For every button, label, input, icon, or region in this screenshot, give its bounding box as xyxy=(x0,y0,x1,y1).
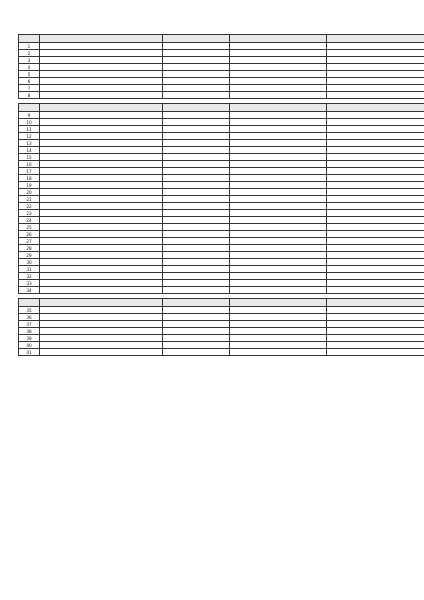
table-row xyxy=(19,78,424,85)
cell-title xyxy=(40,161,163,168)
cell-period xyxy=(230,140,327,147)
table-row xyxy=(19,50,424,57)
cell-title xyxy=(40,119,163,126)
cell-author xyxy=(163,349,230,356)
cell-period xyxy=(230,321,327,328)
cell-no: 31 xyxy=(19,266,40,273)
cell-period xyxy=(230,64,327,71)
table-row xyxy=(19,57,424,64)
cell-author xyxy=(163,266,230,273)
table-row xyxy=(19,43,424,50)
column-header-period xyxy=(230,35,327,43)
cell-title xyxy=(40,259,163,266)
cell-no: 17 xyxy=(19,168,40,175)
cell-title xyxy=(40,245,163,252)
cell-period xyxy=(230,238,327,245)
cell-owner xyxy=(327,328,424,335)
table-row xyxy=(19,328,424,335)
cell-period xyxy=(230,182,327,189)
table-row xyxy=(19,154,424,161)
table-row xyxy=(19,64,424,71)
table-row xyxy=(19,161,424,168)
cell-no: 37 xyxy=(19,321,40,328)
cell-author xyxy=(163,182,230,189)
cell-period xyxy=(230,189,327,196)
cell-title xyxy=(40,147,163,154)
cell-owner xyxy=(327,85,424,92)
cell-period xyxy=(230,335,327,342)
table-row xyxy=(19,224,424,231)
table-header-row xyxy=(19,104,424,112)
cell-author xyxy=(163,50,230,57)
cell-owner xyxy=(327,182,424,189)
table-row xyxy=(19,259,424,266)
cell-no: 19 xyxy=(19,182,40,189)
cell-author xyxy=(163,57,230,64)
cell-author xyxy=(163,238,230,245)
cell-owner xyxy=(327,252,424,259)
cell-no: 11 xyxy=(19,126,40,133)
table-row xyxy=(19,349,424,356)
table-header-row xyxy=(19,299,424,307)
table-row xyxy=(19,280,424,287)
cell-author xyxy=(163,168,230,175)
exhibit-table xyxy=(18,103,424,294)
cell-period xyxy=(230,217,327,224)
table-row xyxy=(19,92,424,99)
cell-owner xyxy=(327,154,424,161)
cell-no: 34 xyxy=(19,287,40,294)
column-header-owner xyxy=(327,299,424,307)
cell-no: 38 xyxy=(19,328,40,335)
cell-title xyxy=(40,210,163,217)
cell-no: 12 xyxy=(19,133,40,140)
cell-title xyxy=(40,182,163,189)
cell-no: 30 xyxy=(19,259,40,266)
cell-period xyxy=(230,154,327,161)
table-row xyxy=(19,335,424,342)
column-header-no xyxy=(19,104,40,112)
cell-no: 28 xyxy=(19,245,40,252)
cell-period xyxy=(230,175,327,182)
table-header-row xyxy=(19,35,424,43)
cell-owner xyxy=(327,210,424,217)
cell-author xyxy=(163,321,230,328)
cell-period xyxy=(230,342,327,349)
column-header-no xyxy=(19,35,40,43)
cell-title xyxy=(40,64,163,71)
cell-owner xyxy=(327,245,424,252)
exhibit-table xyxy=(18,34,424,99)
cell-author xyxy=(163,252,230,259)
column-header-owner xyxy=(327,104,424,112)
table-row xyxy=(19,119,424,126)
cell-author xyxy=(163,71,230,78)
cell-owner xyxy=(327,231,424,238)
table-row xyxy=(19,175,424,182)
column-header-author xyxy=(163,35,230,43)
cell-owner xyxy=(327,140,424,147)
cell-owner xyxy=(327,349,424,356)
cell-no: 36 xyxy=(19,314,40,321)
cell-title xyxy=(40,321,163,328)
cell-title xyxy=(40,85,163,92)
cell-period xyxy=(230,126,327,133)
cell-title xyxy=(40,78,163,85)
cell-title xyxy=(40,287,163,294)
cell-title xyxy=(40,50,163,57)
cell-title xyxy=(40,238,163,245)
table-row xyxy=(19,133,424,140)
column-header-author xyxy=(163,299,230,307)
table-row xyxy=(19,71,424,78)
cell-author xyxy=(163,112,230,119)
cell-owner xyxy=(327,161,424,168)
table-row xyxy=(19,314,424,321)
cell-author xyxy=(163,189,230,196)
cell-title xyxy=(40,189,163,196)
cell-author xyxy=(163,140,230,147)
cell-author xyxy=(163,259,230,266)
cell-owner xyxy=(327,321,424,328)
table-row xyxy=(19,245,424,252)
cell-no: 29 xyxy=(19,252,40,259)
cell-title xyxy=(40,57,163,64)
cell-period xyxy=(230,78,327,85)
cell-owner xyxy=(327,119,424,126)
cell-no: 33 xyxy=(19,280,40,287)
cell-owner xyxy=(327,126,424,133)
table-row xyxy=(19,342,424,349)
cell-period xyxy=(230,252,327,259)
cell-owner xyxy=(327,189,424,196)
cell-author xyxy=(163,92,230,99)
cell-author xyxy=(163,126,230,133)
cell-owner xyxy=(327,287,424,294)
table-row xyxy=(19,85,424,92)
cell-title xyxy=(40,280,163,287)
cell-title xyxy=(40,92,163,99)
cell-no: 13 xyxy=(19,140,40,147)
cell-period xyxy=(230,210,327,217)
cell-period xyxy=(230,266,327,273)
table-row xyxy=(19,273,424,280)
cell-author xyxy=(163,328,230,335)
cell-title xyxy=(40,71,163,78)
cell-period xyxy=(230,112,327,119)
cell-period xyxy=(230,71,327,78)
cell-period xyxy=(230,57,327,64)
column-header-author xyxy=(163,104,230,112)
cell-title xyxy=(40,231,163,238)
cell-no: 25 xyxy=(19,224,40,231)
cell-no: 39 xyxy=(19,335,40,342)
cell-owner xyxy=(327,71,424,78)
column-header-title xyxy=(40,104,163,112)
cell-period xyxy=(230,92,327,99)
cell-author xyxy=(163,203,230,210)
column-header-title xyxy=(40,35,163,43)
column-header-period xyxy=(230,299,327,307)
cell-no: 40 xyxy=(19,342,40,349)
cell-no: 14 xyxy=(19,147,40,154)
table-row xyxy=(19,182,424,189)
cell-owner xyxy=(327,92,424,99)
table-row xyxy=(19,238,424,245)
cell-no: 10 xyxy=(19,119,40,126)
cell-period xyxy=(230,224,327,231)
cell-no: 3 xyxy=(19,57,40,64)
cell-owner xyxy=(327,64,424,71)
cell-author xyxy=(163,78,230,85)
cell-author xyxy=(163,307,230,314)
cell-period xyxy=(230,287,327,294)
cell-period xyxy=(230,203,327,210)
cell-no: 5 xyxy=(19,71,40,78)
cell-period xyxy=(230,133,327,140)
cell-no: 6 xyxy=(19,78,40,85)
cell-owner xyxy=(327,342,424,349)
cell-title xyxy=(40,328,163,335)
cell-no: 7 xyxy=(19,85,40,92)
table-row xyxy=(19,168,424,175)
cell-no: 26 xyxy=(19,231,40,238)
cell-author xyxy=(163,175,230,182)
table-row xyxy=(19,217,424,224)
table-row xyxy=(19,126,424,133)
cell-period xyxy=(230,50,327,57)
cell-no: 23 xyxy=(19,210,40,217)
cell-period xyxy=(230,245,327,252)
cell-no: 24 xyxy=(19,217,40,224)
cell-title xyxy=(40,175,163,182)
cell-owner xyxy=(327,43,424,50)
cell-title xyxy=(40,307,163,314)
cell-period xyxy=(230,85,327,92)
cell-author xyxy=(163,154,230,161)
cell-owner xyxy=(327,314,424,321)
cell-no: 27 xyxy=(19,238,40,245)
cell-title xyxy=(40,314,163,321)
cell-owner xyxy=(327,175,424,182)
cell-title xyxy=(40,273,163,280)
cell-period xyxy=(230,349,327,356)
cell-owner xyxy=(327,50,424,57)
cell-period xyxy=(230,280,327,287)
cell-author xyxy=(163,196,230,203)
cell-title xyxy=(40,133,163,140)
cell-period xyxy=(230,314,327,321)
cell-owner xyxy=(327,224,424,231)
table-row xyxy=(19,147,424,154)
cell-period xyxy=(230,147,327,154)
cell-title xyxy=(40,154,163,161)
cell-title xyxy=(40,342,163,349)
cell-title xyxy=(40,112,163,119)
table-row xyxy=(19,196,424,203)
cell-owner xyxy=(327,112,424,119)
cell-no: 8 xyxy=(19,92,40,99)
cell-period xyxy=(230,168,327,175)
cell-no: 41 xyxy=(19,349,40,356)
cell-author xyxy=(163,64,230,71)
sections-container xyxy=(18,34,406,356)
table-row xyxy=(19,112,424,119)
cell-author xyxy=(163,119,230,126)
cell-no: 20 xyxy=(19,189,40,196)
cell-author xyxy=(163,161,230,168)
cell-author xyxy=(163,231,230,238)
cell-owner xyxy=(327,273,424,280)
cell-owner xyxy=(327,217,424,224)
exhibit-table xyxy=(18,298,424,356)
cell-no: 1 xyxy=(19,43,40,50)
cell-no: 16 xyxy=(19,161,40,168)
cell-author xyxy=(163,85,230,92)
cell-title xyxy=(40,266,163,273)
cell-owner xyxy=(327,203,424,210)
cell-no: 4 xyxy=(19,64,40,71)
cell-no: 32 xyxy=(19,273,40,280)
table-row xyxy=(19,321,424,328)
cell-no: 35 xyxy=(19,307,40,314)
cell-period xyxy=(230,231,327,238)
cell-title xyxy=(40,203,163,210)
table-row xyxy=(19,252,424,259)
cell-author xyxy=(163,245,230,252)
cell-owner xyxy=(327,335,424,342)
cell-owner xyxy=(327,266,424,273)
cell-period xyxy=(230,307,327,314)
cell-title xyxy=(40,126,163,133)
cell-period xyxy=(230,259,327,266)
cell-title xyxy=(40,335,163,342)
table-row xyxy=(19,189,424,196)
cell-title xyxy=(40,217,163,224)
cell-owner xyxy=(327,238,424,245)
cell-author xyxy=(163,224,230,231)
cell-author xyxy=(163,273,230,280)
cell-period xyxy=(230,273,327,280)
cell-title xyxy=(40,43,163,50)
column-header-period xyxy=(230,104,327,112)
cell-period xyxy=(230,119,327,126)
cell-author xyxy=(163,342,230,349)
cell-author xyxy=(163,335,230,342)
table-row xyxy=(19,210,424,217)
cell-no: 22 xyxy=(19,203,40,210)
column-header-title xyxy=(40,299,163,307)
cell-title xyxy=(40,168,163,175)
cell-title xyxy=(40,349,163,356)
table-row xyxy=(19,287,424,294)
cell-period xyxy=(230,43,327,50)
cell-period xyxy=(230,196,327,203)
table-row xyxy=(19,307,424,314)
cell-no: 15 xyxy=(19,154,40,161)
cell-owner xyxy=(327,196,424,203)
table-row xyxy=(19,203,424,210)
column-header-owner xyxy=(327,35,424,43)
table-row xyxy=(19,266,424,273)
cell-title xyxy=(40,140,163,147)
cell-no: 21 xyxy=(19,196,40,203)
table-row xyxy=(19,140,424,147)
cell-author xyxy=(163,133,230,140)
column-header-no xyxy=(19,299,40,307)
cell-period xyxy=(230,161,327,168)
cell-no: 9 xyxy=(19,112,40,119)
cell-owner xyxy=(327,259,424,266)
cell-author xyxy=(163,210,230,217)
cell-author xyxy=(163,287,230,294)
cell-title xyxy=(40,224,163,231)
cell-author xyxy=(163,147,230,154)
cell-author xyxy=(163,43,230,50)
cell-period xyxy=(230,328,327,335)
cell-author xyxy=(163,280,230,287)
cell-owner xyxy=(327,147,424,154)
cell-owner xyxy=(327,57,424,64)
cell-owner xyxy=(327,280,424,287)
cell-owner xyxy=(327,168,424,175)
cell-no: 2 xyxy=(19,50,40,57)
cell-title xyxy=(40,252,163,259)
cell-author xyxy=(163,217,230,224)
cell-owner xyxy=(327,78,424,85)
cell-title xyxy=(40,196,163,203)
table-row xyxy=(19,231,424,238)
cell-owner xyxy=(327,307,424,314)
cell-no: 18 xyxy=(19,175,40,182)
cell-owner xyxy=(327,133,424,140)
cell-author xyxy=(163,314,230,321)
